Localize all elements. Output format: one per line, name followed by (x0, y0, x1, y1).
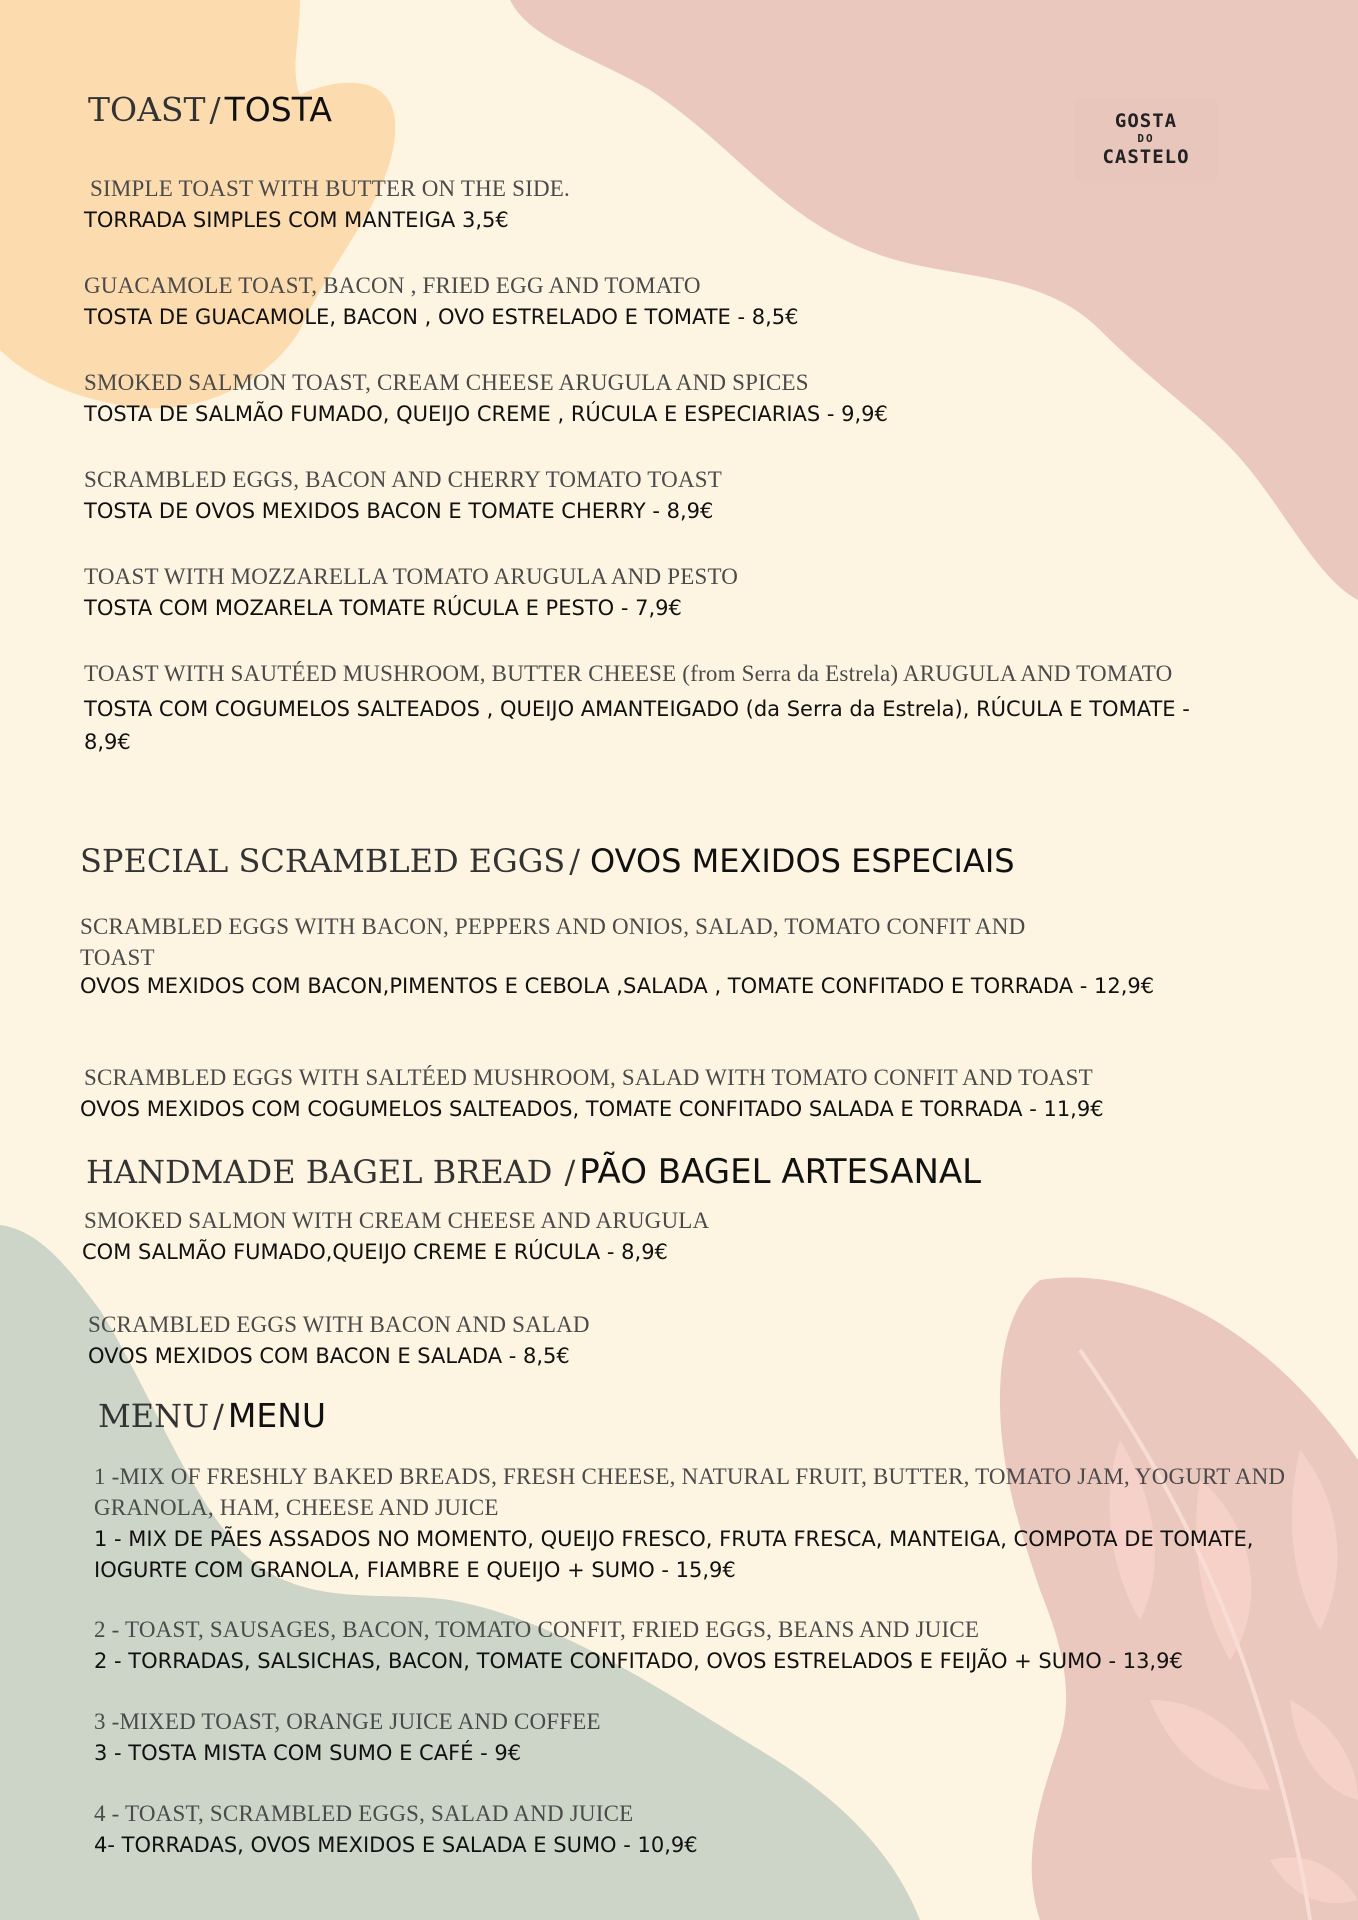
item-en: TOAST WITH SAUTÉED MUSHROOM, BUTTER CHEESE (from Serra da Estrela) ARUGULA AND TOMATO (84, 661, 1173, 686)
item-en: 4 - TOAST, SCRAMBLED EGGS, SALAD AND JUICE (94, 1801, 634, 1826)
section-title-eggs (80, 842, 1015, 880)
item-en: SIMPLE TOAST WITH BUTTER ON THE SIDE. (90, 176, 570, 201)
item-pt: TOSTA DE OVOS MEXIDOS BACON E TOMATE CHERRY - 8,9€ (84, 499, 714, 523)
item-en: 1 -MIX OF FRESHLY BAKED BREADS, FRESH CHEESE, NATURAL FRUIT, BUTTER, TOMATO JAM, YOGURT AND GRANOLA, HAM, CHEESE AND JUICE (94, 1464, 1286, 1520)
item-en: SCRAMBLED EGGS WITH SALTÉED MUSHROOM, SALAD WITH TOMATO CONFIT AND TOAST (84, 1065, 1093, 1090)
section-title-pt: TOSTA (224, 90, 332, 129)
section-title-en: SPECIAL SCRAMBLED EGGS (80, 842, 566, 880)
item-pt: TOSTA DE GUACAMOLE, BACON , OVO ESTRELADO E TOMATE - 8,5€ (84, 305, 799, 329)
section-title-toast (88, 90, 332, 129)
item-en: 2 - TOAST, SAUSAGES, BACON, TOMATO CONFIT, FRIED EGGS, BEANS AND JUICE (94, 1617, 980, 1642)
item-pt: OVOS MEXIDOS COM COGUMELOS SALTEADOS, TOMATE CONFITADO SALADA E TORRADA - 11,9€ (80, 1097, 1104, 1121)
logo-line-1: GOSTA (1114, 110, 1178, 132)
section-title-pt: MENU (227, 1396, 327, 1435)
item-pt: OVOS MEXIDOS COM BACON E SALADA - 8,5€ (88, 1344, 570, 1368)
section-title-separator: / (213, 1397, 224, 1435)
item-pt: COM SALMÃO FUMADO,QUEIJO CREME E RÚCULA - 8,9€ (82, 1240, 668, 1264)
section-title-separator: / (564, 1153, 576, 1191)
section-title-menu (98, 1396, 326, 1435)
item-en: SCRAMBLED EGGS WITH BACON, PEPPERS AND ONIOS, SALAD, TOMATO CONFIT AND TOAST (80, 914, 1026, 970)
section-title-pt: OVOS MEXIDOS ESPECIAIS (589, 842, 1015, 880)
item-en: SMOKED SALMON TOAST, CREAM CHEESE ARUGULA AND SPICES (84, 370, 809, 395)
logo (1075, 98, 1217, 180)
item-pt: 2 - TORRADAS, SALSICHAS, BACON, TOMATE CONFITADO, OVOS ESTRELADOS E FEIJÃO + SUMO - 13,9€ (94, 1649, 1183, 1673)
item-en: 3 -MIXED TOAST, ORANGE JUICE AND COFFEE (94, 1709, 601, 1734)
item-en: SMOKED SALMON WITH CREAM CHEESE AND ARUGULA (84, 1208, 710, 1233)
item-pt: TOSTA COM COGUMELOS SALTEADOS , QUEIJO AMANTEIGADO (da Serra da Estrela), RÚCULA E TOMATE - 8,9€ (84, 697, 1190, 754)
section-title-bagel (86, 1152, 981, 1192)
section-title-en: HANDMADE BAGEL BREAD (86, 1153, 553, 1191)
item-en: GUACAMOLE TOAST, BACON , FRIED EGG AND TOMATO (84, 273, 701, 298)
item-pt: OVOS MEXIDOS COM BACON,PIMENTOS E CEBOLA ,SALADA , TOMATE CONFITADO E TORRADA - 12,9€ (80, 974, 1155, 998)
section-title-separator: / (569, 842, 580, 880)
item-pt: 1 - MIX DE PÃES ASSADOS NO MOMENTO, QUEIJO FRESCO, FRUTA FRESCA, MANTEIGA, COMPOTA DE TOMATE, IOGURTE COM GRANOLA, FIAMBRE E QUEIJO + SUMO - 15,9€ (94, 1527, 1254, 1582)
section-title-pt: PÃO BAGEL ARTESANAL (579, 1152, 982, 1192)
item-pt: TORRADA SIMPLES COM MANTEIGA 3,5€ (84, 208, 509, 232)
item-pt: TOSTA DE SALMÃO FUMADO, QUEIJO CREME , RÚCULA E ESPECIARIAS - 9,9€ (84, 402, 888, 426)
section-title-en: TOAST (88, 90, 206, 129)
item-pt: 4- TORRADAS, OVOS MEXIDOS E SALADA E SUMO - 10,9€ (94, 1833, 698, 1857)
logo-line-3: CASTELO (1102, 146, 1190, 168)
item-en: SCRAMBLED EGGS, BACON AND CHERRY TOMATO TOAST (84, 467, 722, 492)
item-pt: TOSTA COM MOZARELA TOMATE RÚCULA E PESTO - 7,9€ (84, 596, 682, 620)
section-title-separator: / (209, 90, 221, 129)
item-en: SCRAMBLED EGGS WITH BACON AND SALAD (88, 1312, 590, 1337)
logo-line-2: DO (1137, 132, 1155, 145)
section-title-en: MENU (98, 1397, 210, 1435)
item-pt: 3 - TOSTA MISTA COM SUMO E CAFÉ - 9€ (94, 1741, 522, 1765)
item-en: TOAST WITH MOZZARELLA TOMATO ARUGULA AND PESTO (84, 564, 739, 589)
